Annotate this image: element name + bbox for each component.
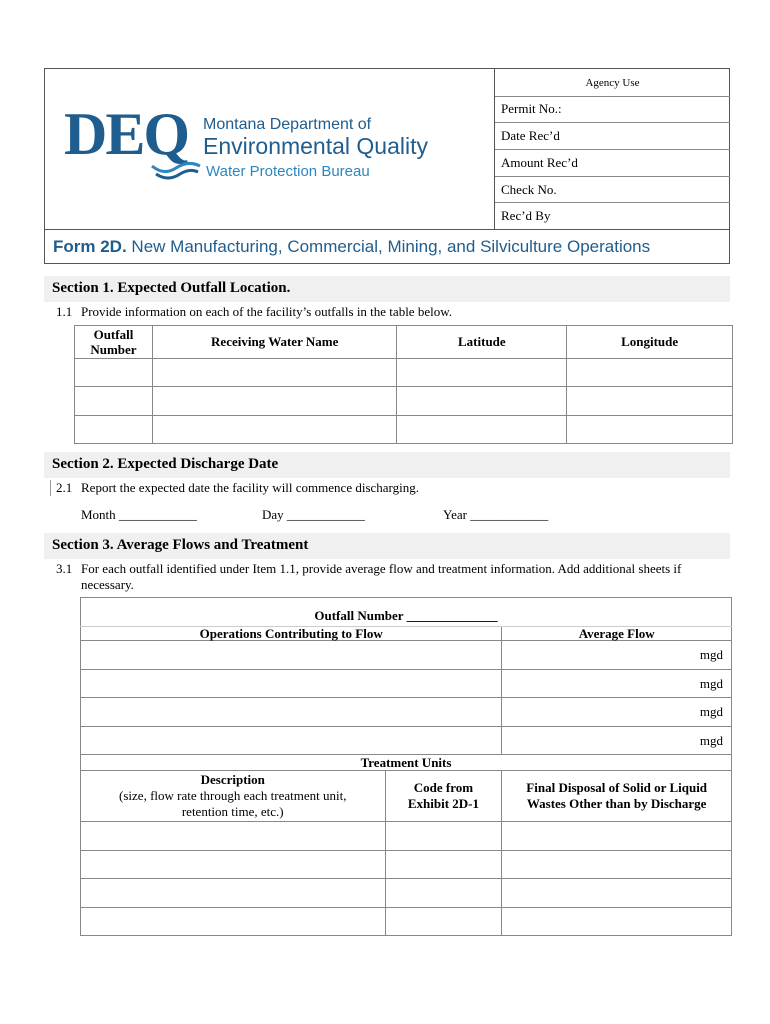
disposal-cell[interactable] <box>502 908 732 936</box>
table-row <box>81 908 732 936</box>
section-3-header <box>44 533 730 559</box>
table-row <box>81 879 732 908</box>
flow-unit[interactable]: mgd <box>502 670 732 698</box>
logo-line-2: Environmental Quality <box>203 133 428 159</box>
outfall-number-cell[interactable] <box>75 359 153 387</box>
disposal-header-line-1: Final Disposal of Solid or Liquid <box>526 780 708 795</box>
table-row <box>81 670 732 698</box>
code-cell[interactable] <box>385 851 502 879</box>
form-number: Form 2D. <box>53 237 127 256</box>
description-title: Description <box>200 772 265 787</box>
col-longitude: Longitude <box>567 326 733 359</box>
treatment-units-header: Treatment Units <box>81 755 732 771</box>
longitude-cell[interactable] <box>567 416 733 444</box>
description-cell[interactable] <box>81 822 386 851</box>
longitude-cell[interactable] <box>567 359 733 387</box>
code-header-line-1: Code from <box>413 780 474 795</box>
amount-recd-field[interactable]: Amount Rec’d <box>495 149 730 176</box>
form-title <box>53 237 650 257</box>
outfall-number-cell[interactable] <box>75 387 153 416</box>
section-2-header <box>44 452 730 478</box>
table-row <box>81 727 732 755</box>
flow-unit[interactable]: mgd <box>502 641 732 670</box>
latitude-cell[interactable] <box>397 359 567 387</box>
check-no-field[interactable]: Check No. <box>495 176 730 202</box>
item-3-1-text-line-2: necessary. <box>81 577 134 592</box>
disposal-cell[interactable] <box>502 851 732 879</box>
latitude-cell[interactable] <box>397 416 567 444</box>
col-outfall-number: Outfall Number <box>75 326 153 359</box>
logo-line-3: Water Protection Bureau <box>206 163 370 180</box>
section-1-title: Section 1. Expected Outfall Location. <box>52 280 291 296</box>
receiving-water-cell[interactable] <box>152 387 397 416</box>
year-field[interactable]: Year ____________ <box>443 507 549 522</box>
wave-icon <box>150 160 202 184</box>
col-code <box>385 771 502 822</box>
description-cell[interactable] <box>81 851 386 879</box>
table-row <box>81 851 732 879</box>
table-row <box>81 698 732 727</box>
item-2-1-number: 2.1 <box>50 480 72 496</box>
outfall-number-cell[interactable] <box>75 416 153 444</box>
flow-unit[interactable]: mgd <box>502 698 732 727</box>
table-row <box>75 387 733 416</box>
disposal-cell[interactable] <box>502 822 732 851</box>
item-2-1-text: Report the expected date the facility will commence discharging. <box>81 480 419 495</box>
outfall-number-field[interactable]: Outfall Number ______________ <box>81 598 732 627</box>
table-row <box>75 416 733 444</box>
col-latitude: Latitude <box>397 326 567 359</box>
item-3-1-text-line-1: For each outfall identified under Item 1.1, provide average flow and treatment information. Add additional sheets if <box>81 561 682 576</box>
section-1-header <box>44 276 730 302</box>
col-operations: Operations Contributing to Flow <box>81 627 502 641</box>
longitude-cell[interactable] <box>567 387 733 416</box>
agency-use-label: Agency Use <box>585 77 640 89</box>
disposal-cell[interactable] <box>502 879 732 908</box>
agency-use-panel <box>494 68 730 229</box>
date-recd-field[interactable]: Date Rec’d <box>495 122 730 149</box>
code-cell[interactable] <box>385 822 502 851</box>
recd-by-field[interactable]: Rec’d By <box>495 202 730 229</box>
flow-unit[interactable]: mgd <box>502 727 732 755</box>
table-row <box>75 359 733 387</box>
table-row <box>81 641 732 670</box>
day-field[interactable]: Day ____________ <box>262 507 365 522</box>
description-sub-1: (size, flow rate through each treatment unit, <box>119 788 347 803</box>
item-3-1-number: 3.1 <box>56 561 73 576</box>
col-receiving-water-name: Receiving Water Name <box>152 326 397 359</box>
col-average-flow: Average Flow <box>502 627 732 641</box>
flow-treatment-table <box>80 597 732 936</box>
section-3-title: Section 3. Average Flows and Treatment <box>52 537 309 553</box>
outfall-location-table <box>74 325 733 444</box>
col-final-disposal <box>502 771 732 822</box>
item-1-1-text: Provide information on each of the facility’s outfalls in the table below. <box>81 304 453 319</box>
col-description <box>81 771 386 822</box>
operation-cell[interactable] <box>81 698 502 727</box>
table-row <box>81 822 732 851</box>
code-cell[interactable] <box>385 908 502 936</box>
description-cell[interactable] <box>81 879 386 908</box>
latitude-cell[interactable] <box>397 387 567 416</box>
item-1-1-number: 1.1 <box>56 304 73 319</box>
form-title-text: New Manufacturing, Commercial, Mining, and Silviculture Operations <box>131 237 651 256</box>
operation-cell[interactable] <box>81 641 502 670</box>
section-2-title: Section 2. Expected Discharge Date <box>52 456 279 472</box>
code-cell[interactable] <box>385 879 502 908</box>
permit-no-field[interactable]: Permit No.: <box>495 96 730 122</box>
disposal-header-line-2: Wastes Other than by Discharge <box>526 796 707 811</box>
receiving-water-cell[interactable] <box>152 359 397 387</box>
logo-abbr: DEQ <box>64 101 189 167</box>
operation-cell[interactable] <box>81 670 502 698</box>
description-sub-2: retention time, etc.) <box>181 804 284 819</box>
logo-line-1: Montana Department of <box>203 116 372 133</box>
code-header-line-2: Exhibit 2D-1 <box>407 796 479 811</box>
description-cell[interactable] <box>81 908 386 936</box>
operation-cell[interactable] <box>81 727 502 755</box>
header-divider <box>44 229 730 230</box>
receiving-water-cell[interactable] <box>152 416 397 444</box>
month-field[interactable]: Month ____________ <box>81 507 197 522</box>
